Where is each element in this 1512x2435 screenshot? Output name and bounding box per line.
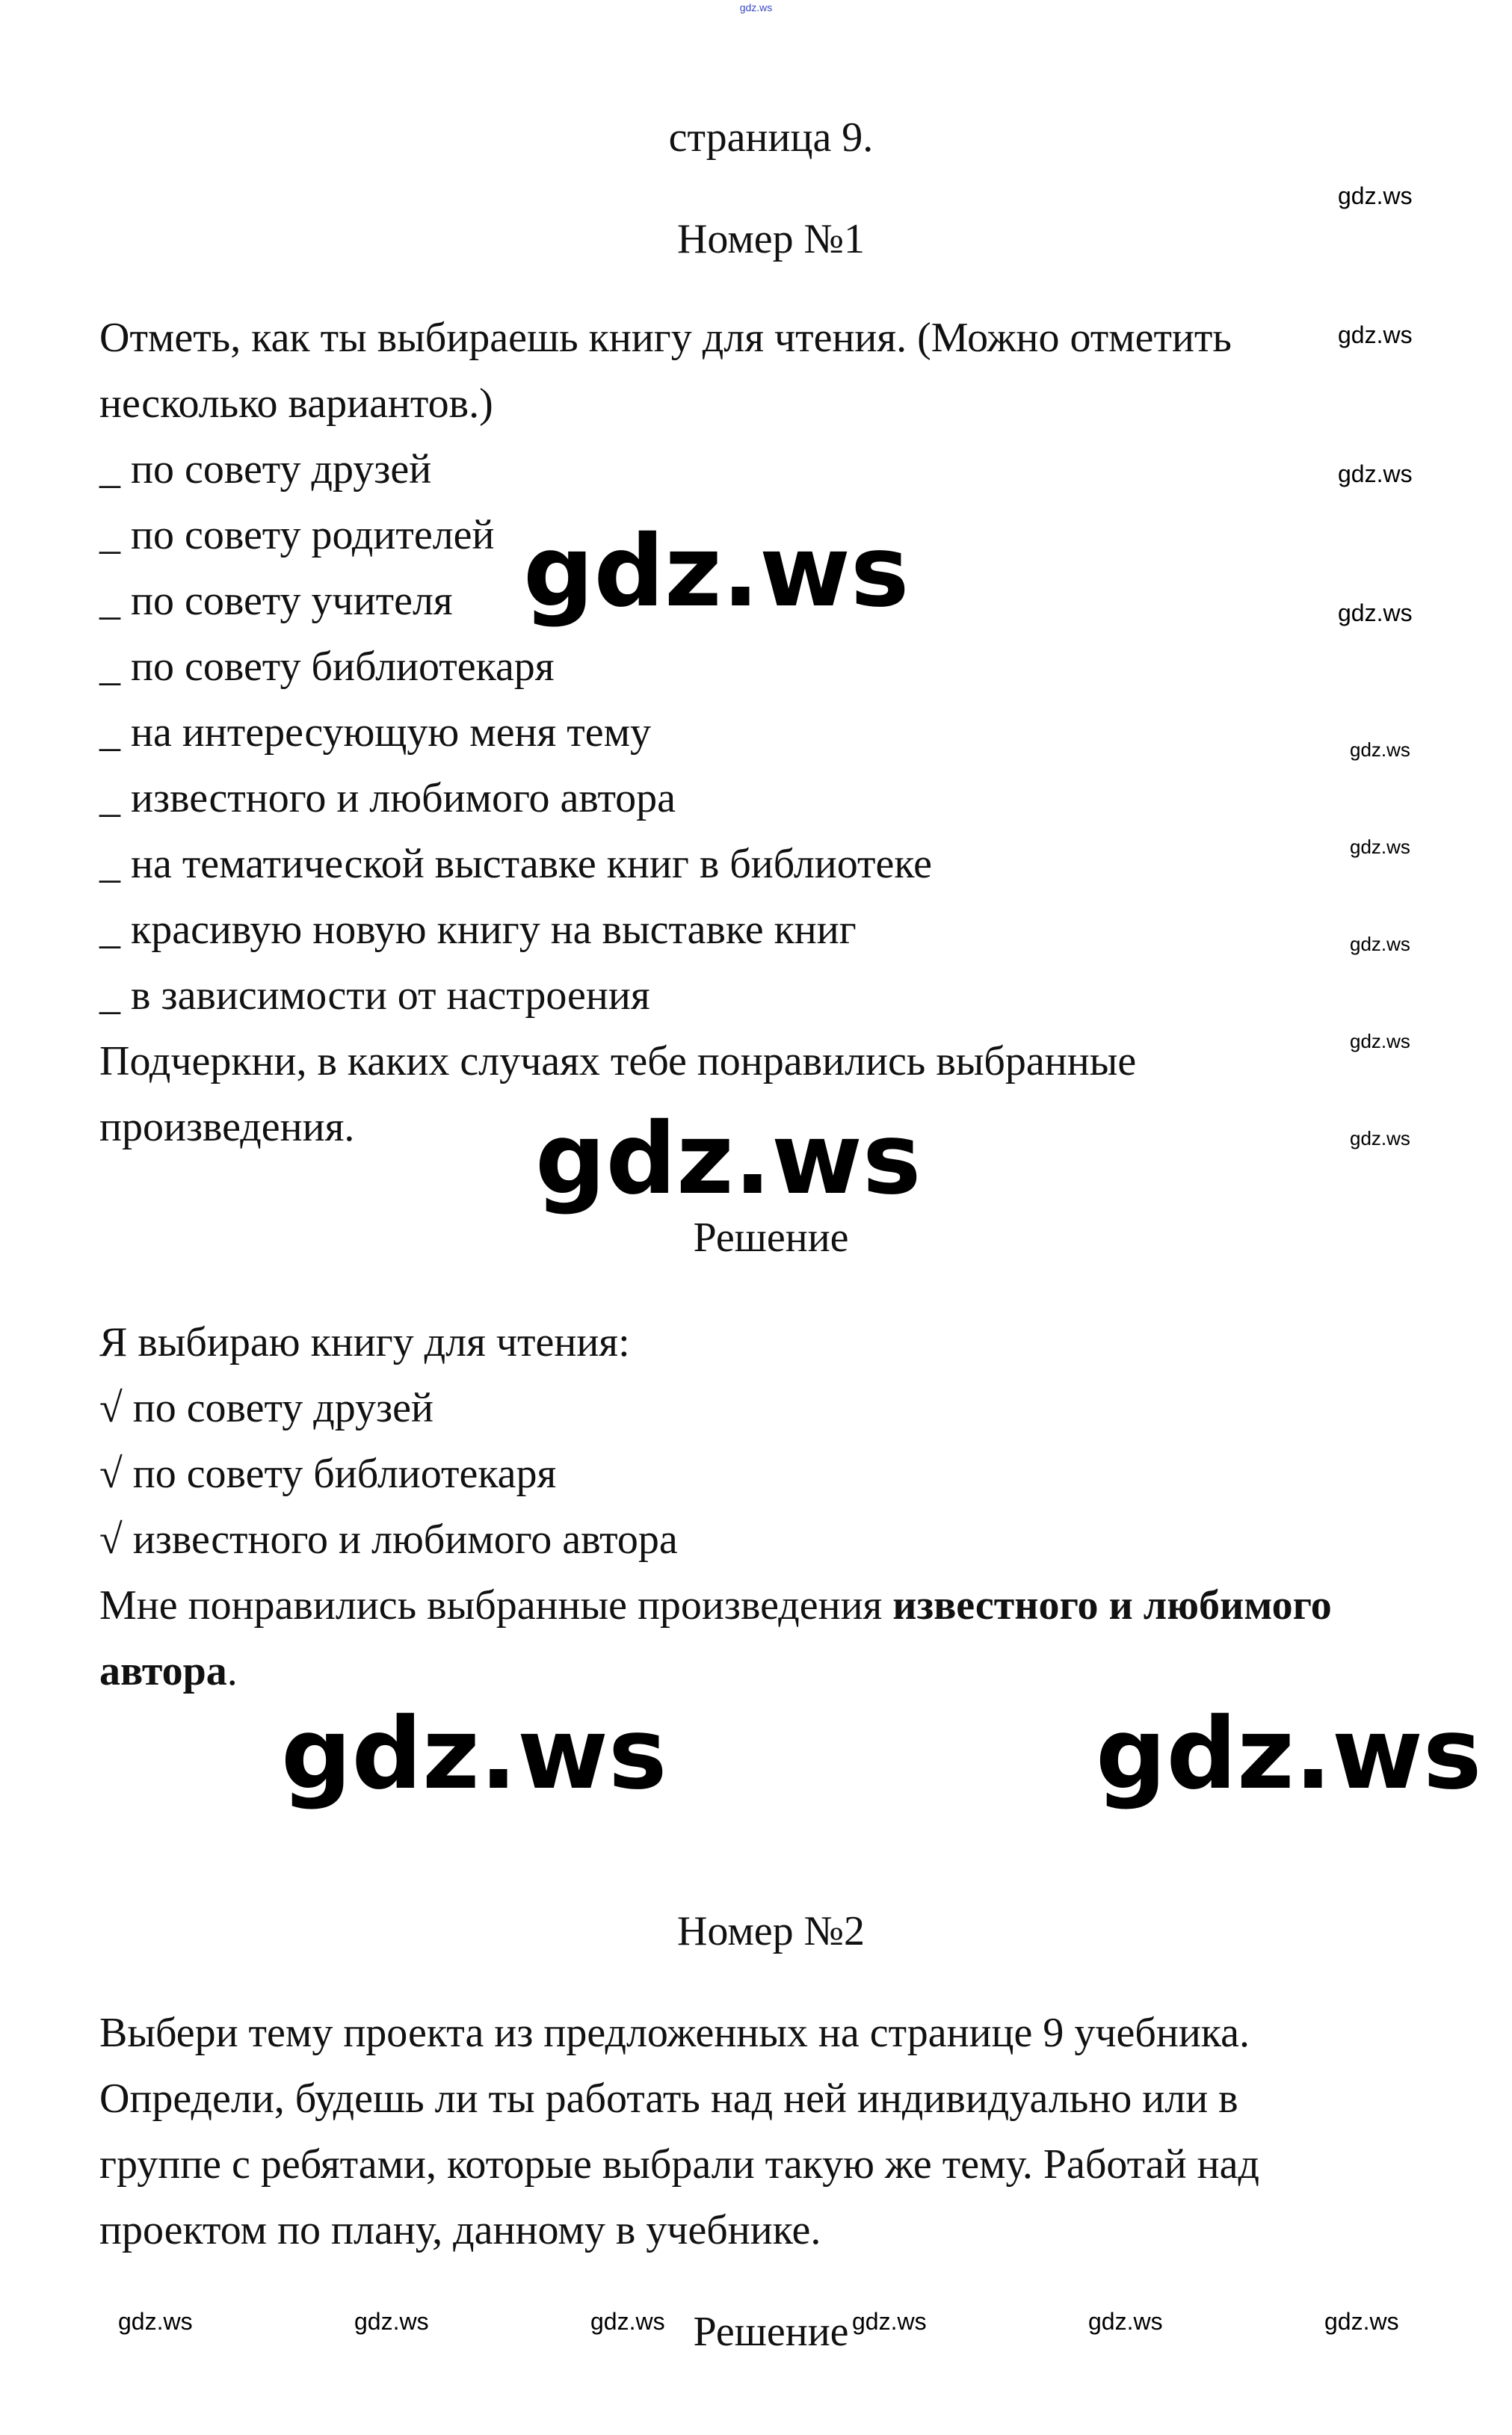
liked-prefix: Мне понравились выбранные произведения bbox=[99, 1582, 893, 1629]
watermark-small: gdz.ws bbox=[852, 2308, 927, 2335]
liked-sentence-line2 bbox=[99, 1638, 238, 1704]
liked-suffix: . bbox=[226, 1648, 238, 1694]
watermark-small: gdz.ws bbox=[1350, 738, 1410, 761]
watermark-small: gdz.ws bbox=[1350, 836, 1410, 858]
task2-text-line: Определи, будешь ли ты работать над ней индивидуально или в bbox=[99, 2076, 1238, 2122]
task2-title: Номер №2 bbox=[676, 1908, 865, 1954]
watermark-small: gdz.ws bbox=[118, 2308, 193, 2335]
watermark-small: gdz.ws bbox=[1324, 2308, 1399, 2335]
top-watermark: gdz.ws bbox=[739, 1, 773, 13]
underline-instruction-line1: Подчеркни, в каких случаях тебе понравились выбранные bbox=[99, 1038, 1137, 1084]
option-item: _ по совету друзей bbox=[99, 446, 432, 493]
watermark-small: gdz.ws bbox=[1338, 182, 1413, 209]
task2-text-line: Выбери тему проекта из предложенных на странице 9 учебника. bbox=[99, 2010, 1250, 2056]
task2-solution-heading: Решение bbox=[693, 2309, 849, 2355]
option-item: _ по совету библиотекаря bbox=[99, 644, 555, 690]
page-label: страница 9. bbox=[668, 114, 874, 161]
watermark-small: gdz.ws bbox=[1350, 1030, 1410, 1052]
option-item: _ по совету родителей bbox=[99, 512, 495, 558]
option-item: _ известного и любимого автора bbox=[99, 775, 676, 821]
option-item: _ на тематической выставке книг в библиотеке bbox=[99, 841, 932, 887]
watermark-small: gdz.ws bbox=[354, 2308, 429, 2335]
task2-text-line: проектом по плану, данному в учебнике. bbox=[99, 2207, 821, 2253]
watermark-small: gdz.ws bbox=[1350, 933, 1410, 955]
watermark-small: gdz.ws bbox=[1338, 321, 1413, 348]
watermark-small: gdz.ws bbox=[1338, 460, 1413, 487]
liked-bold-1: известного и любимого bbox=[892, 1582, 1332, 1629]
task2-text-line: группе с ребятами, которые выбрали такую же тему. Работай над bbox=[99, 2141, 1259, 2188]
answer-item: √ известного и любимого автора bbox=[99, 1516, 678, 1563]
task1-prompt-line1: Отметь, как ты выбираешь книгу для чтения. (Можно отметить bbox=[99, 315, 1232, 361]
answer-item: √ по совету библиотекаря bbox=[99, 1451, 557, 1497]
option-item: _ по совету учителя bbox=[99, 578, 453, 624]
task1-prompt-line2: несколько вариантов.) bbox=[99, 380, 493, 427]
underline-instruction-line2: произведения. bbox=[99, 1104, 355, 1150]
answer-item: √ по совету друзей bbox=[99, 1385, 433, 1431]
watermark-large: gdz.ws bbox=[281, 1697, 667, 1812]
option-item: _ на интересующую меня тему bbox=[99, 709, 652, 756]
watermark-large: gdz.ws bbox=[535, 1102, 922, 1217]
liked-bold-2: автора bbox=[99, 1648, 227, 1694]
answer-intro: Я выбираю книгу для чтения: bbox=[99, 1319, 630, 1365]
watermark-small: gdz.ws bbox=[1350, 1127, 1410, 1149]
option-item: _ в зависимости от настроения bbox=[99, 972, 650, 1019]
solution-heading: Решение bbox=[693, 1215, 849, 1261]
watermark-large: gdz.ws bbox=[523, 514, 910, 629]
watermark-large: gdz.ws bbox=[1096, 1697, 1482, 1812]
option-item: _ красивую новую книгу на выставке книг bbox=[99, 907, 857, 953]
liked-sentence-line1 bbox=[99, 1573, 1332, 1638]
task1-title: Номер №1 bbox=[676, 216, 865, 262]
watermark-small: gdz.ws bbox=[1088, 2308, 1163, 2335]
watermark-small: gdz.ws bbox=[590, 2308, 665, 2335]
watermark-small: gdz.ws bbox=[1338, 599, 1413, 626]
